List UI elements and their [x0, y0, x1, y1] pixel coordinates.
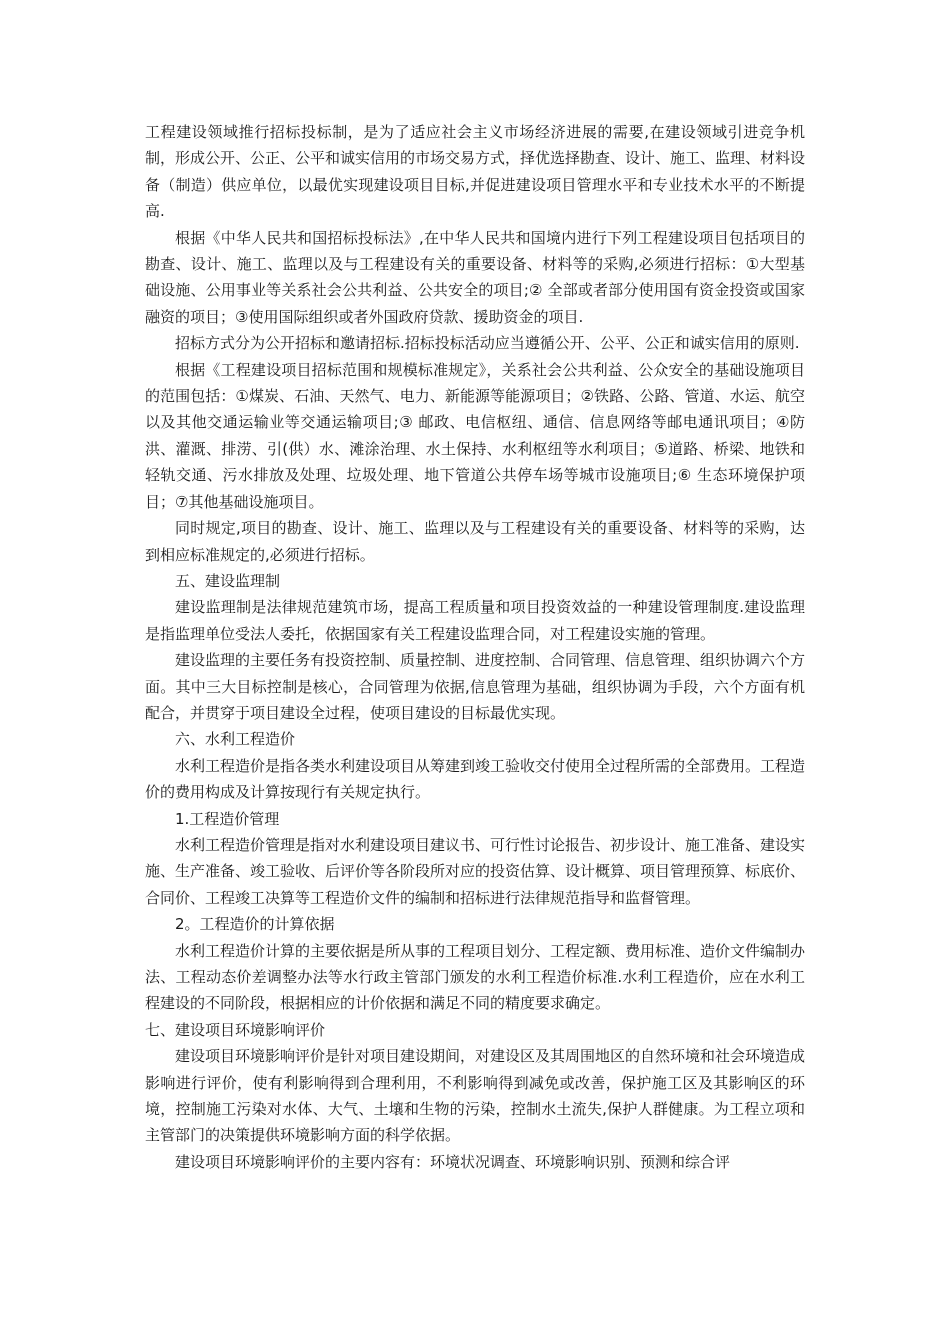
- paragraph-supervision-tasks: 建设监理的主要任务有投资控制、质量控制、进度控制、合同管理、信息管理、组织协调六个方面。其中三大目标控制是核心，合同管理为依据,信息管理为基础，组织协调为手段，六个方面有机配合，并贯穿于项目建设全过程，使项目建设的目标最优实现。: [145, 651, 806, 722]
- paragraph-cost-definition: 水利工程造价是指各类水利建设项目从筹建到竣工验收交付使用全过程所需的全部费用。工程造价的费用构成及计算按现行有关规定执行。: [145, 756, 806, 802]
- section-heading-supervision: 五、建设监理制: [175, 571, 281, 590]
- paragraph-environment-assessment: 建设项目环境影响评价是针对项目建设期间，对建设区及其周围地区的自然环境和社会环境造成影响进行评价，使有利影响得到合理利用，不利影响得到减免或改善，保护施工区及其影响区的环境，控制施工污染对水体、大气、土壤和生物的污染，控制水土流失,保护人群健康。为工程立项和主管部门的决策提供环境影响方面的科学依据。: [145, 1047, 806, 1145]
- paragraph-bidding-methods: 招标方式分为公开招标和邀请招标.招标投标活动应当遵循公开、公平、公正和诚实信用的原则.: [175, 334, 800, 353]
- subheading-cost-basis: 2。工程造价的计算依据: [175, 915, 335, 934]
- paragraph-supervision-definition: 建设监理制是法律规范建筑市场，提高工程质量和项目投资效益的一种建设管理制度.建设监理是指监理单位受法人委托，依据国家有关工程建设监理合同，对工程建设实施的管理。: [145, 598, 805, 643]
- paragraph-bidding-law-scope: 根据《中华人民共和国招标投标法》,在中华人民共和国境内进行下列工程建设项目包括项目的勘查、设计、施工、监理以及与工程建设有关的重要设备、材料等的采购,必须进行招标：①大型基础设施、公用事业等关系社会公共利益、公共安全的项目;② 全部或者部分使用国有资金投资或国家融资的项目；③使用国际组织或者外国政府贷款、援助资金的项目.: [145, 228, 805, 326]
- paragraph-infrastructure-scope: 根据《工程建设项目招标范围和规模标准规定》，关系社会公共利益、公众安全的基础设施项目的范围包括：①煤炭、石油、天然气、电力、新能源等能源项目；②铁路、公路、管道、水运、航空以及其他交通运输业等交通运输项目;③ 邮政、电信枢纽、通信、信息网络等邮电通讯项目；④防洪、灌溉、排涝、引(供）水、滩涂治理、水土保持、水利枢纽等水利项目；⑤道路、桥梁、地铁和轻轨交通、污水排放及处理、垃圾处理、地下管道公共停车场等城市设施项目;⑥ 生态环境保护项目；⑦其他基础设施项目。: [145, 360, 805, 511]
- document-body: [145, 119, 805, 1175]
- paragraph-procurement-rule: 同时规定,项目的勘查、设计、施工、监理以及与工程建设有关的重要设备、材料等的采购，达到相应标准规定的,必须进行招标。: [145, 519, 805, 564]
- section-heading-environment: 七、建设项目环境影响评价: [145, 1020, 326, 1039]
- subheading-cost-management: 1.工程造价管理: [175, 809, 280, 828]
- paragraph-environment-content: 建设项目环境影响评价的主要内容有：环境状况调查、环境影响识别、预测和综合评: [175, 1152, 731, 1171]
- paragraph-bidding-system-intro: 工程建设领域推行招标投标制，是为了适应社会主义市场经济进展的需要,在建设领域引进竞争机制，形成公开、公正、公平和诚实信用的市场交易方式，择优选择勘查、设计、施工、监理、材料设备（制造）供应单位，以最优实现建设项目目标,并促进建设项目管理水平和专业技术水平的不断提高.: [145, 123, 806, 221]
- section-heading-cost: 六、水利工程造价: [175, 730, 296, 749]
- paragraph-cost-management: 水利工程造价管理是指对水利建设项目建议书、可行性讨论报告、初步设计、施工准备、建设实施、生产准备、竣工验收、后评价等各阶段所对应的投资估算、设计概算、项目管理预算、标底价、合同价、工程竣工决算等工程造价文件的编制和招标进行法律规范指导和监督管理。: [145, 835, 806, 907]
- paragraph-cost-basis: 水利工程造价计算的主要依据是所从事的工程项目划分、工程定额、费用标准、造价文件编制办法、工程动态价差调整办法等水行政主管部门颁发的水利工程造价标准.水利工程造价，应在水利工程建设的不同阶段，根据相应的计价依据和满足不同的精度要求确定。: [145, 941, 806, 1013]
